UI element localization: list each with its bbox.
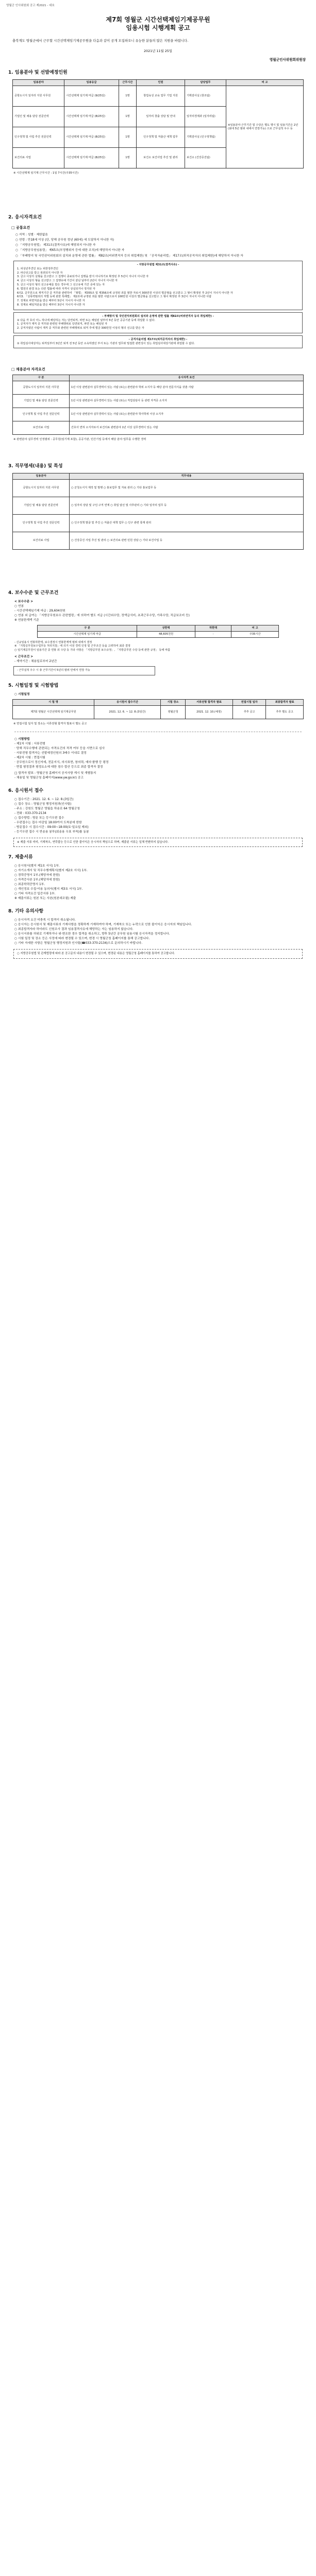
table-cell: ○ 군청소식지 제작 및 발행 ○ 홍보업무 및 자료 관리 ○ 기타 홍보업무 등 xyxy=(70,479,304,497)
method-line: · 면접 평정결과 평정요소에 대한 점수 합산 등으로 최종 합격자 결정 xyxy=(14,765,103,769)
document-item: ○ 응시원서(별지 제1호 서식) 1부. xyxy=(14,865,60,868)
col-header: 인원 xyxy=(137,80,185,86)
table-cell: 시간선택제 임기제 마급 xyxy=(38,631,137,637)
contract-period: - 계약기간 : 채용일로부터 2년간 xyxy=(14,660,57,664)
col-header: 하한액 xyxy=(195,625,231,631)
table-cell: 공항도시지 일자리 지원 사무원 xyxy=(13,86,64,107)
common-requirements-heading: □ 공통요건 xyxy=(11,226,30,230)
title-line-2: 임용시험 시행계획 공고 xyxy=(126,24,190,32)
condition-line: ○ 임기제공무원이 임용기간 중 연봉 외 수당 등 기타 사항은 「지방공무원 보수규정」, 「지방공무원 수당 등에 관한 규정」 등에 따름 xyxy=(14,649,171,652)
method-line: - 제1차 시험 : 서류전형 xyxy=(14,742,45,745)
method-line: - 제2차 시험 : 면접시험 xyxy=(14,756,45,759)
table-cell: - xyxy=(195,631,231,637)
notice-line: □ 합격자 발표 : 영월군청 홈페이지 공지사항 게시 및 개별통지 xyxy=(14,771,96,775)
announcement-page xyxy=(0,0,316,969)
list-item: ① 취업심사대상자는 퇴직일부터 3년간 퇴직 전 5년 동안 소속하였던 부서 또는 기관의 업무와 밀접한 관련성이 있는 취업심사대상기관에 취업할 수 없다. xyxy=(17,342,195,345)
col-header: 임용분야 xyxy=(13,80,64,86)
section8-heading: 8. 기타 유의사항 xyxy=(8,909,44,914)
table-cell: 1명 xyxy=(119,127,136,148)
list-item: 1. 공직자가 재직 중 직무와 관련된 부패행위로 당연퇴직, 파면 또는 해임된 자 xyxy=(17,323,108,326)
table-row xyxy=(13,381,304,394)
table-cell: 공항도시지 일자리 지원 사무원 xyxy=(13,381,70,394)
schedule-subheading: ○ 시험일정 xyxy=(14,692,30,696)
table-cell: 시간선택제 임기제 마급 (8/25일) xyxy=(64,148,119,168)
common-requirements-list xyxy=(6,233,310,259)
table-cell: 시간선택제 임기제 마급 (8/25일) xyxy=(64,127,119,148)
pay-line: ○ 연봉 xyxy=(14,604,24,608)
anticorruption-box xyxy=(13,312,303,333)
col-header: 시 험 명 xyxy=(13,699,94,705)
table-cell: 인구정책 및 저출산 대책 업무 xyxy=(137,127,185,148)
table-cell: 간호사 면허 소지자로서 보건의료 관련분야 1년 이상 실무경력이 있는 사람 xyxy=(70,421,304,434)
col-header: 최종합격자 발표 xyxy=(266,699,304,705)
section2-heading: 2. 응시자격요건 xyxy=(8,215,42,221)
schedule-table xyxy=(12,699,304,719)
notice-item: ○ 최종합격자라 하더라도 신원조사 결과 임용결격사유에 해당하는 자는 임용하지 않습니다. xyxy=(14,928,134,931)
application-line: - 방문접수 시 접수시간 : 09:00~18:00(토·일요일 제외) xyxy=(14,825,89,829)
document-item: ○ 자격증사본 1부.(해당자에 한함) xyxy=(14,878,60,882)
application-line: ○ 접수방법 : 방문 또는 등기우편 접수 xyxy=(14,816,64,820)
table-cell: 보건의료 사업 xyxy=(13,148,64,168)
document-item: ○ 경력증명서 1부.(해당자에 한함) xyxy=(14,874,60,877)
table-row xyxy=(13,86,304,107)
table-cell: 1명 xyxy=(119,148,136,168)
table-row xyxy=(13,497,304,514)
table-cell: 보건의료 사업 xyxy=(13,532,70,549)
application-notice-box: ※ 제출 서류 미비, 기재착오, 연락불능 등으로 인한 불이익은 응시자의 책임으로 하며, 제출된 서류는 일체 반환하지 않습니다. xyxy=(13,838,303,848)
table-cell: ○ 건강증진 사업 추진 및 관리 ○ 보건의료 관련 민원 상담 ○ 기타 보건사업 등 xyxy=(70,532,304,549)
list-item: 1. 피성년후견인 또는 피한정후견인 xyxy=(17,267,59,270)
condition-line: - 신규임용시 연봉하한액, 보수결정시 연봉한계액 범위 내에서 결정 xyxy=(14,640,92,644)
section1-heading: 1. 임용분야 및 선발예정인원 xyxy=(8,70,68,76)
document-item: ○ 최종학력증명서 1부. xyxy=(14,883,45,887)
table-cell: 인구정책 및 사업 추진 전문인력 xyxy=(13,408,70,421)
condition-line: ※ 「지방공무원보수업무등 처리지침」에 의거 이전 경력 인정 및 근무조건 등을 고려하여 최종 결정 xyxy=(14,645,130,648)
col-header: 면접시험 일자 xyxy=(233,699,266,705)
list-item: 8. 징계로 해임처분을 받은 때부터 3년이 지나지 아니한 자 xyxy=(17,303,85,307)
table-cell: 일자리경제과 (일자리팀) xyxy=(185,107,226,127)
col-header: 임용분야 xyxy=(13,473,70,479)
application-line: - 우편접수는 접수 마감일 18:00까지 도착분에 한함 xyxy=(14,821,82,824)
col-header: 상한액 xyxy=(137,625,195,631)
pay-subheading: < 보수수준 > xyxy=(14,600,34,603)
document-item: ○ 자기소개서 및 직무수행계획서(별지 제2호 서식) 1부. xyxy=(14,869,88,873)
list-item: 2. 공직자였던 사람이 재직 중 직무와 관련된 부패행위로 퇴직 후에 벌금 300만원 이상의 형의 선고를 받은 자 xyxy=(17,327,144,330)
table-cell: 인구정책 및 사업 추진 전문인력 xyxy=(13,127,64,148)
qualifications-table xyxy=(12,375,304,435)
table-row xyxy=(13,479,304,497)
section4-heading: 4. 보수수준 및 근무조건 xyxy=(8,590,59,596)
table-cell: 시간선택제 임기제 마급 (9/25일) xyxy=(64,86,119,107)
table-cell: 기업인 및 채용 담당 전문인력 xyxy=(13,107,64,127)
notice-line: - 채용일 및 영월군청 홈페이지(www.yw.go.kr) 공고 xyxy=(14,776,84,779)
change-notice-box: ○ 지방공무원법 및 관계법령에 따라 본 공고문의 내용이 변경될 수 있으며, 변경된 내용은 영월군청 홈페이지를 통하여 공고합니다. xyxy=(13,949,303,959)
extension-box: - 근무실적 우수 시 총 근무기간이 5년의 범위 안에서 연장 가능 xyxy=(13,666,155,675)
application-line: ○ 접수기간 : 2021. 12. 6. ~ 12. 8.(3일간) xyxy=(14,798,74,801)
document-item: ※ 제출서류는 원본 또는 사본(원본대조필) 제출 xyxy=(14,897,76,901)
qualifications-heading: □ 채용분야 자격요건 xyxy=(11,367,45,372)
col-header: 담당업무 xyxy=(185,80,226,86)
disqualification-box xyxy=(13,261,303,310)
box-title: - 부패방지 및 국민권익위원회의 설치와 운영에 관한 법률 제82조(비위면직자 등의 취업제한) - xyxy=(102,314,214,318)
table-cell: 영월군청 xyxy=(161,705,186,719)
career-note: ※ 관련분야 실무경력 인정범위 : 공무원(임기제 포함), 공공기관, 민간기업 등에서 해당 분야 업무를 수행한 경력 xyxy=(13,437,146,441)
work-subheading: < 근무조건 > xyxy=(14,655,34,659)
table-row xyxy=(13,705,304,719)
notice-item: ○ 응시서류를 허위로 기재하거나 위·변조한 경우 합격을 취소하고, 향후 5년간 공무원 임용시험 응시자격을 정지합니다. xyxy=(14,933,170,936)
list-item: 6. 법원의 판결 또는 다른 법률에 따라 자격이 상실되거나 정지된 자 xyxy=(17,287,95,291)
col-header: 응시원서 접수기간 xyxy=(94,699,160,705)
list-item: 7. 징계로 파면처분을 받은 때부터 5년이 지나지 아니한 자 xyxy=(17,299,85,303)
table-cell: 주35시간 xyxy=(231,631,279,637)
table-cell: 기획감사실 (창조팀) xyxy=(185,86,226,107)
table-cell: ○ 일자리 상담 및 구인·구직 연계 ○ 취업 알선 및 사후관리 ○ 기타 일자리 업무 등 xyxy=(70,497,304,514)
table-cell: 기획감사실 (인구정책팀) xyxy=(185,127,226,148)
table-cell: 제7회 영월군 시간선택제 임기제공무원 xyxy=(13,705,94,719)
table-cell: 기업인 및 채용 담당 전문인력 xyxy=(13,497,70,514)
application-line: - 주소 : 강원도 영월군 영월읍 하송로 64 영월군청 xyxy=(14,807,80,810)
title-line-1: 제7회 영월군 시간선택제임기제공무원 xyxy=(106,15,210,23)
list-item: 3. 금고 이상의 실형을 선고받고 그 집행이 종료되거나 집행을 받지 아니하기로 확정된 후 5년이 지나지 아니한 자 xyxy=(17,275,149,279)
ethics-box xyxy=(13,335,303,349)
section5-heading: 5. 시험일정 및 시험방법 xyxy=(8,683,59,688)
schedule-note: ※ 면접시험 일자 및 장소는 서류전형 합격자 발표시 별도 공고 xyxy=(13,722,87,725)
table-cell: 1명 xyxy=(119,86,136,107)
table-cell: 1명 xyxy=(119,107,136,127)
list-item: ○ 「부패방지 및 국민권익위원회의 설치와 운영에 관한 법률」 제82조(비위면직자 등의 취업제한) 및 「공직자윤리법」 제17조(퇴직공직자의 취업제한)에 해당하지 아니한 자 xyxy=(15,254,243,258)
table-row xyxy=(38,631,279,637)
table-cell: 인구정책 및 사업 추진 전문인력 xyxy=(13,514,70,532)
list-item: 2. 파산선고를 받고 복권되지 아니한 자 xyxy=(17,271,63,275)
table-row xyxy=(13,514,304,532)
method-line: · 당해 직무수행에 관련되는 자격요건의 적격 여부 등을 서면으로 심사 xyxy=(14,747,105,750)
section3-heading: 3. 직무명세(내용) 및 특성 xyxy=(8,463,63,469)
table-cell: 1년 이상 관련분야 실무경력이 있는 사람 (또는) 관련분야 학사학위 이상 소지자 xyxy=(70,408,304,421)
application-line: - 등기우편 접수 시 반송용 봉투(회송용 우표 부착)를 동봉 xyxy=(14,830,89,834)
col-header: 임용등급 xyxy=(64,80,119,86)
work-hours-note: ※ 시간선택제 임기제 근무시간 : 1일 7시간(주35시간) xyxy=(13,172,79,175)
announcement-date: 2021년 11월 25일 xyxy=(143,48,173,53)
notice-item: ○ 응시자격 요건 미충족 시 합격이 취소됩니다. xyxy=(14,919,76,922)
notice-item: ○ 시험 일정 및 장소 등은 사정에 따라 변경될 수 있으며, 변경 시 영월군청 홈페이지를 통해 공고합니다. xyxy=(14,937,150,941)
pay-line: - 시간선택제임기제 마급 : 29,604천원 xyxy=(14,609,65,613)
col-header: 응시자격 요건 xyxy=(70,375,304,381)
table-cell: 추후 공고 xyxy=(233,705,266,719)
table-cell: 공항도시지 일자리 지원 사무원 xyxy=(13,479,70,497)
table-row xyxy=(13,532,304,549)
col-header: 구 분 xyxy=(13,375,70,381)
table-cell: 추후 별도 공고 xyxy=(266,705,304,719)
pay-table xyxy=(37,625,279,638)
col-header: 서류전형 합격자 발표 xyxy=(185,699,232,705)
method-subheading: ○ 시험방법 xyxy=(14,737,30,741)
table-cell: ※임용분야 근무기간 및 수당은 별도 명시 및 임용기간은 2년 (최대 5년 범위 내에서 연장가능) 으로 근무실적 우수 등 xyxy=(226,86,304,168)
application-line: ○ 접수 장소 : 영월군청 행정지원과(인사팀) xyxy=(14,802,72,806)
notice-item: ○ 기타 자세한 사항은 영월군청 행정지원과 인사팀(☎033-370-2134)으로 문의하시기 바랍니다. xyxy=(14,942,143,945)
list-item: ○ 지역 : 성별 · 제한없음 xyxy=(15,233,48,236)
document-item: ○ 기타 자격요건 입증서류 1부. xyxy=(14,892,56,896)
document-item: ○ 개인정보 수집·이용 동의서(별지 제3호 서식) 1부. xyxy=(14,888,83,891)
box-title: - 지방공무원법 제31조(결격사유) - xyxy=(137,263,179,266)
list-item: ○ 「지방공무원법」 제31조(결격사유)에 해당되지 아니한 자 xyxy=(15,244,96,247)
positions-table xyxy=(12,79,304,168)
notice-item: ○ 응시자는 응시원서 및 제출서류의 기재사항을 정확하게 기재하여야 하며, 기재착오 또는 누락으로 인한 불이익은 응시자의 책임입니다. xyxy=(14,923,192,927)
table-cell: 창업육성 교육 업무 기업 지원 xyxy=(137,86,185,107)
col-header: 시험 장소 xyxy=(161,699,186,705)
table-row xyxy=(13,394,304,408)
header-note: 영월군 인사위원회 공고 제2021 - 대호 xyxy=(6,4,55,7)
duties-table xyxy=(12,473,304,550)
list-item: 6의3. 「성폭력범죄의 처벌 등에 관한 특례법」 제2조에 규정된 죄를 범한 사람으로서 100만원 이상의 벌금형을 선고받고 그 형이 확정된 후 3년이 지나지 아니한 사람 xyxy=(17,295,212,299)
col-header: 직무내용 xyxy=(70,473,304,479)
col-header: 근무시간 xyxy=(119,80,136,86)
table-row xyxy=(13,408,304,421)
table-cell: 1년 이상 관련분야 실무경력이 있는 사람 (또는) 관련분야 학위 소지자 등 해당 분야 전문지식을 갖춘 사람 xyxy=(70,381,304,394)
table-cell: 48,605천원 xyxy=(137,631,195,637)
pay-subheading-2: ※ 연봉한계액 기준 xyxy=(14,618,39,622)
table-cell: 시간선택제 임기제 마급 (8/25일) xyxy=(64,107,119,127)
list-item: ○ 「지방공무원임용령」 제65조(부정행위자 등에 대한 조치)에 해당하지 아니한 자 xyxy=(15,249,125,252)
section6-heading: 6. 응시원서 접수 xyxy=(8,788,44,793)
list-item: ① 다음 각 호의 어느 하나에 해당하는 자는 당연퇴직, 파면 또는 해임된 날부터 5년 동안 공공기관 등에 취업할 수 없다. xyxy=(17,318,156,322)
table-cell: 2021. 12. 10.(예정) xyxy=(185,705,232,719)
col-header: 비 고 xyxy=(231,625,279,631)
table-cell: 1년 이상 관련분야 실무경력이 있는 사람 (또는) 직업상담사 등 관련 자격증 소지자 xyxy=(70,394,304,408)
table-cell: 일자리 창출 상담 및 안내 xyxy=(137,107,185,127)
table-cell: 보건소 (건강증진팀) xyxy=(185,148,226,168)
table-cell: 보건의료 사업 xyxy=(13,421,70,434)
list-item: 6의2. 공무원으로 재직기간 중 직무와 관련하여 「형법」 제355조 및 제356조에 규정된 죄를 범한 자로서 300만원 이상의 벌금형을 선고받고 그 형이 확정된 후 2년이 지나지 아니한 자 xyxy=(17,291,233,295)
pay-line: ○ 연봉 외 급여는 「지방공무원보수 관련법령」에 의하여 별도 지급 (시간외수당, 정액급식비, 초과근무수당, 가족수당, 직급보조비 등) xyxy=(14,614,190,617)
table-cell: 2021. 12. 6. ~ 12. 8.(3일간) xyxy=(94,705,160,719)
box-title: - 공직자윤리법 제17조(퇴직공직자의 취업제한) - xyxy=(128,337,188,341)
method-line: · 공무원으로서 정신자세, 전문지식, 의사표현, 창의력, 예의·품행 등 평정 xyxy=(14,760,109,764)
table-row xyxy=(13,421,304,434)
method-line: · 서류전형 합격자는 선발예정인원의 3배수 이내로 결정 xyxy=(14,751,87,755)
issuing-org: 영월군인사위원회위원장 xyxy=(269,57,306,62)
intro-text: 충북계도 영월군에서 근무할 시간선택제임기제공무원을 다음과 같이 공개 모집하오니 유능한 분들의 많은 지원을 바랍니다. xyxy=(12,39,189,43)
col-header: 비 고 xyxy=(226,80,304,86)
list-item: ○ 연령 : 만18세 이상 (단, 당해 공무원 정년 (60세) 에 도달하지 아니한 자) xyxy=(15,238,114,242)
col-header: 구 분 xyxy=(38,625,137,631)
page-title xyxy=(6,15,310,32)
table-cell: 보건소 보건사업 추진 및 관리 xyxy=(137,148,185,168)
list-item: 4. 금고 이상의 형을 선고받고 그 집행유예 기간이 끝난 날부터 2년이 지나지 아니한 자 xyxy=(17,279,118,283)
list-item: 5. 금고 이상의 형의 선고유예를 받은 경우에 그 선고유예 기간 중에 있는 자 xyxy=(17,283,105,286)
table-cell: 기업인 및 채용 담당 전문인력 xyxy=(13,394,70,408)
section7-heading: 7. 제출서류 xyxy=(8,855,33,860)
table-cell: ○ 인구정책 발굴 및 추진 ○ 저출산 대책 업무 ○ 인구 관련 통계 관리 xyxy=(70,514,304,532)
application-line: - 전화 : 033-370-2134 xyxy=(14,811,46,815)
